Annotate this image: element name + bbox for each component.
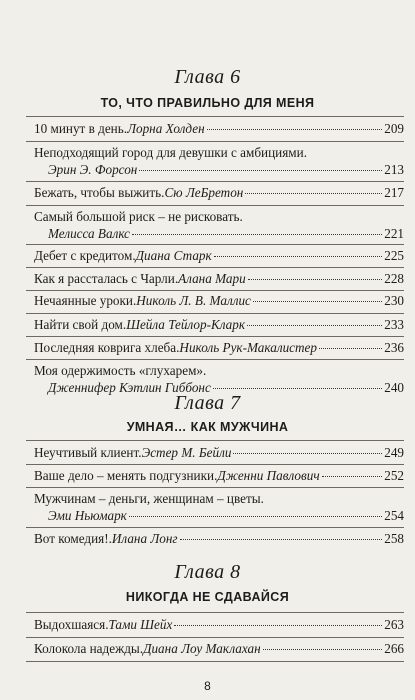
toc-entry[interactable] — [34, 144, 404, 162]
entry-page-number: 240 — [384, 380, 404, 395]
entry-page-number: 213 — [384, 162, 404, 177]
entry-author: Дженнифер Кэтлин Гиббонс — [48, 380, 211, 395]
entry-title: Нечаянные уроки. — [34, 293, 137, 308]
entry-title: Неподходящий город для девушки с амбициями. — [34, 145, 307, 160]
entry-author: Николь Рук-Макалистер — [179, 340, 317, 355]
chapter-title: ТО, ЧТО ПРАВИЛЬНО ДЛЯ МЕНЯ — [100, 96, 315, 110]
entry-title: Моя одержимость «глухарем». — [34, 363, 207, 378]
entry-title: Выдохшаяся. — [34, 617, 109, 632]
toc-entry[interactable] — [34, 292, 404, 310]
entry-divider — [26, 205, 404, 206]
entry-divider — [26, 527, 404, 528]
toc-entry[interactable] — [34, 339, 404, 357]
entry-author: Эрин Э. Форсон — [48, 162, 138, 177]
entry-page-number: 233 — [384, 317, 404, 332]
entry-divider — [26, 267, 404, 268]
toc-entry[interactable] — [34, 467, 404, 485]
dot-leader — [248, 279, 383, 280]
entry-title: Как я рассталась с Чарли. — [34, 271, 179, 286]
dot-leader — [207, 129, 383, 130]
entry-divider — [26, 637, 404, 638]
entry-page-number: 263 — [384, 617, 404, 632]
entry-divider — [26, 464, 404, 465]
chapter-divider — [26, 440, 404, 441]
entry-divider — [26, 359, 404, 360]
entry-title: Колокола надежды. — [34, 641, 144, 656]
entry-author: Алана Мари — [178, 271, 246, 286]
entry-divider — [26, 290, 404, 291]
chapter-title: НИКОГДА НЕ СДАВАЙСЯ — [125, 590, 290, 604]
entry-divider — [26, 181, 404, 182]
entry-title: Самый большой риск – не рисковать. — [34, 209, 243, 224]
entry-page-number: 225 — [384, 248, 404, 263]
toc-entry-continuation[interactable] — [48, 225, 404, 243]
entry-page-number: 236 — [384, 340, 404, 355]
dot-leader — [214, 256, 383, 257]
dot-leader — [174, 625, 382, 626]
dot-leader — [245, 193, 382, 194]
entry-author: Шейла Тейлор-Кларк — [126, 317, 246, 332]
entry-author: Диана Старк — [135, 248, 212, 263]
toc-entry[interactable] — [34, 120, 404, 138]
toc-entry[interactable] — [34, 184, 404, 202]
entry-author: Сю ЛеБретон — [164, 185, 244, 200]
entry-author: Тами Шейх — [108, 617, 173, 632]
entry-author: Дженни Павлович — [217, 468, 320, 483]
toc-entry[interactable] — [34, 316, 404, 334]
entry-page-number: 209 — [384, 121, 404, 136]
toc-entry[interactable] — [34, 640, 404, 658]
dot-leader — [253, 301, 382, 302]
entry-page-number: 249 — [384, 445, 404, 460]
toc-entry[interactable] — [34, 270, 404, 288]
entry-author: Диана Лоу Маклахан — [143, 641, 261, 656]
entry-page-number: 217 — [384, 185, 404, 200]
entry-author: Эми Ньюмарк — [48, 508, 127, 523]
dot-leader — [263, 649, 383, 650]
entry-page-number: 258 — [384, 531, 404, 546]
entry-title: Бежать, чтобы выжить. — [34, 185, 165, 200]
entry-title: Последняя коврига хлеба. — [34, 340, 180, 355]
toc-entry[interactable] — [34, 490, 404, 508]
chapter-label: Глава 6 — [174, 66, 241, 88]
chapter-divider — [26, 612, 404, 613]
chapter-title: УМНАЯ… КАК МУЖЧИНА — [126, 420, 289, 434]
toc-entry[interactable] — [34, 208, 404, 226]
entry-author: Мелисса Валкс — [48, 226, 130, 241]
entry-author: Эстер М. Бейли — [141, 445, 232, 460]
entry-divider — [26, 661, 404, 662]
toc-entry[interactable] — [34, 530, 404, 548]
entry-page-number: 266 — [384, 641, 404, 656]
entry-divider — [26, 141, 404, 142]
entry-title: Вот комедия!. — [34, 531, 112, 546]
dot-leader — [129, 516, 382, 517]
entry-page-number: 221 — [384, 226, 404, 241]
dot-leader — [322, 476, 383, 477]
page-number: 8 — [204, 679, 211, 693]
toc-entry[interactable] — [34, 616, 404, 634]
chapter-label: Глава 7 — [174, 392, 241, 414]
entry-title: Дебет с кредитом. — [34, 248, 136, 263]
dot-leader — [139, 170, 382, 171]
toc-entry[interactable] — [34, 444, 404, 462]
entry-page-number: 230 — [384, 293, 404, 308]
dot-leader — [132, 234, 382, 235]
entry-page-number: 254 — [384, 508, 404, 523]
dot-leader — [213, 388, 382, 389]
toc-entry[interactable] — [34, 362, 404, 380]
entry-author: Илана Лонг — [111, 531, 178, 546]
chapter-label: Глава 8 — [174, 561, 241, 583]
toc-entry[interactable] — [34, 247, 404, 265]
toc-entry-continuation[interactable] — [48, 507, 404, 525]
chapter-divider — [26, 116, 404, 117]
entry-author: Николь Л. В. Маллис — [136, 293, 251, 308]
toc-entry-continuation[interactable] — [48, 161, 404, 179]
dot-leader — [319, 348, 382, 349]
entry-title: 10 минут в день. — [34, 121, 128, 136]
entry-title: Неучтивый клиент. — [34, 445, 142, 460]
entry-title: Мужчинам – деньги, женщинам – цветы. — [34, 491, 264, 506]
dot-leader — [247, 325, 382, 326]
entry-title: Найти свой дом. — [34, 317, 127, 332]
entry-divider — [26, 336, 404, 337]
dot-leader — [233, 453, 382, 454]
entry-divider — [26, 487, 404, 488]
entry-author: Лорна Холден — [127, 121, 205, 136]
entry-page-number: 228 — [384, 271, 404, 286]
entry-page-number: 252 — [384, 468, 404, 483]
entry-title: Ваше дело – менять подгузники. — [34, 468, 218, 483]
entry-divider — [26, 313, 404, 314]
entry-divider — [26, 244, 404, 245]
dot-leader — [180, 539, 383, 540]
